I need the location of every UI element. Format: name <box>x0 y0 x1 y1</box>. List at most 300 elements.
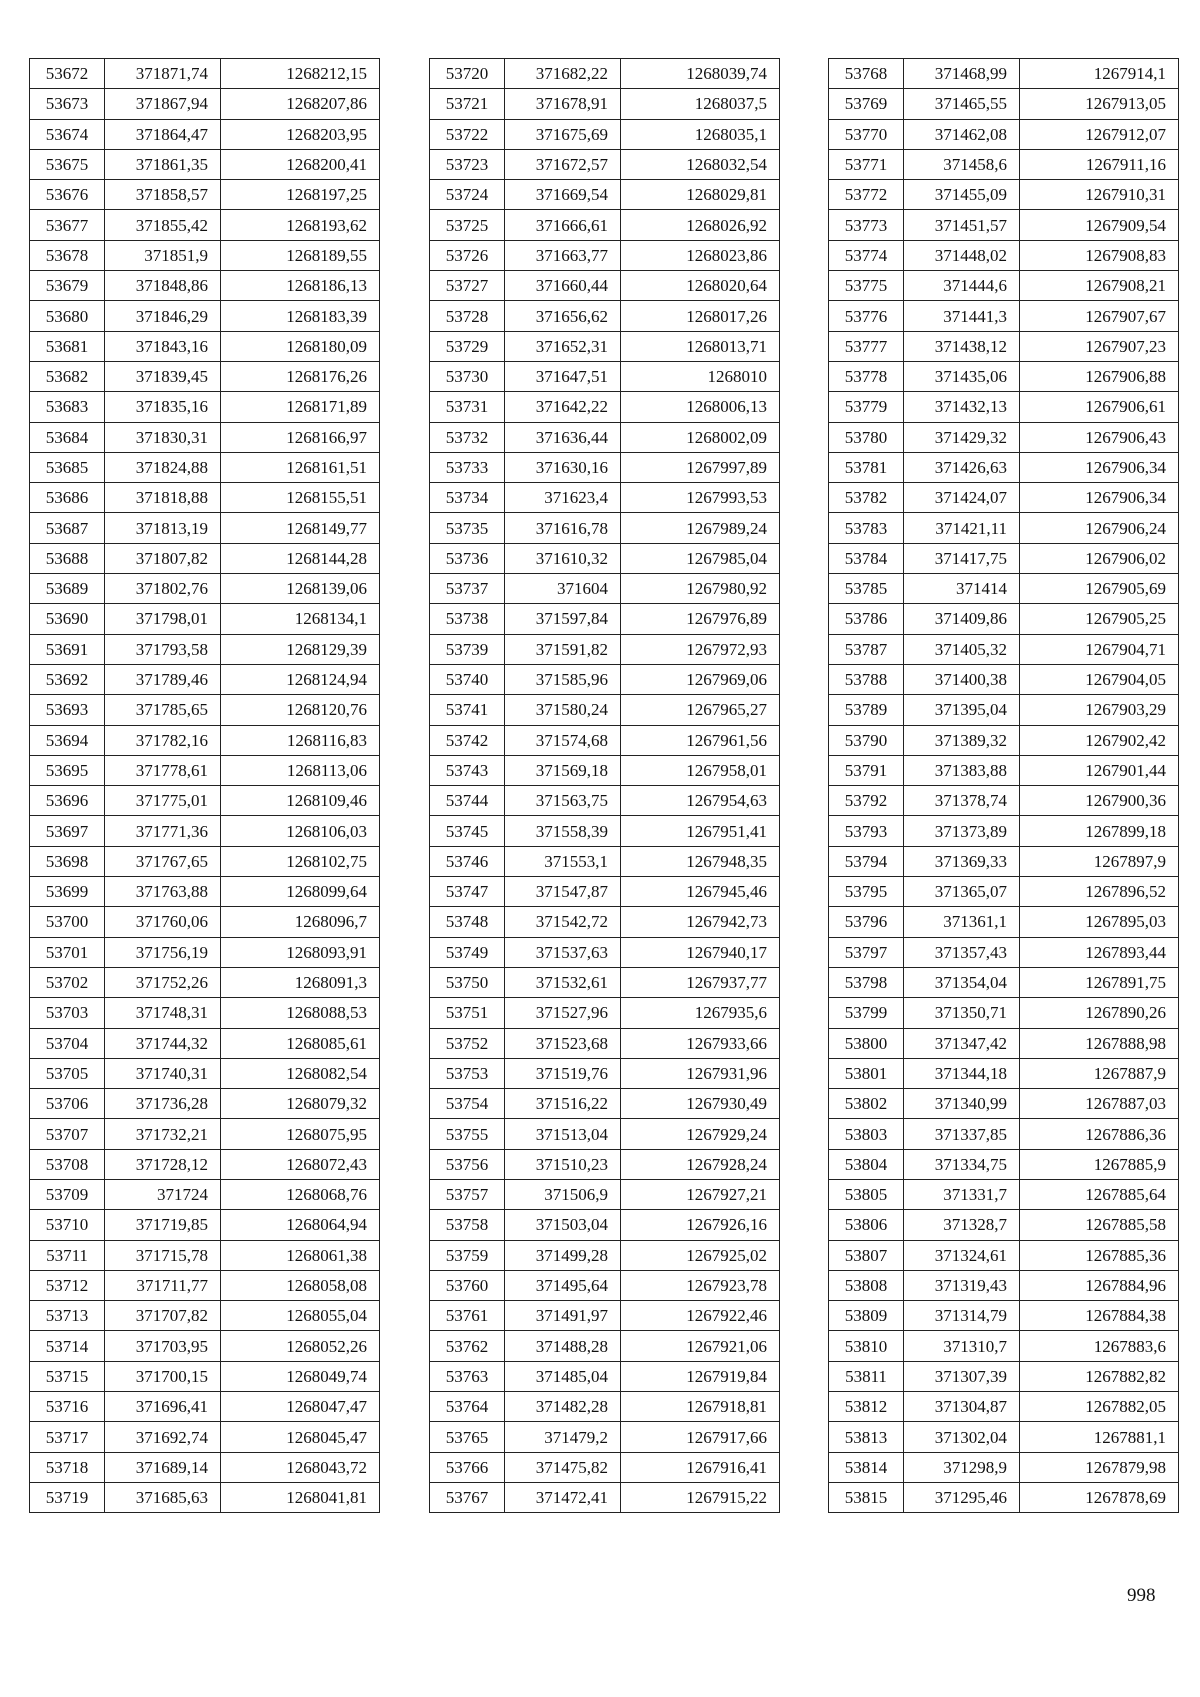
table-row <box>30 755 380 785</box>
x-coordinate-cell: 371424,07 <box>904 483 1020 513</box>
y-coordinate-cell: 1268049,74 <box>221 1361 380 1391</box>
x-coordinate-cell: 371503,04 <box>505 1210 621 1240</box>
point-number-cell: 53740 <box>430 664 505 694</box>
point-number-cell: 53692 <box>30 664 105 694</box>
point-number-cell: 53680 <box>30 301 105 331</box>
table-row <box>829 422 1179 452</box>
point-number-cell: 53729 <box>430 331 505 361</box>
x-coordinate-cell: 371506,9 <box>505 1179 621 1209</box>
y-coordinate-cell: 1267925,02 <box>621 1240 780 1270</box>
x-coordinate-cell: 371647,51 <box>505 361 621 391</box>
x-coordinate-cell: 371798,01 <box>105 604 221 634</box>
y-coordinate-cell: 1267907,23 <box>1020 331 1179 361</box>
y-coordinate-cell: 1267908,21 <box>1020 271 1179 301</box>
point-number-cell: 53743 <box>430 755 505 785</box>
x-coordinate-cell: 371610,32 <box>505 543 621 573</box>
point-number-cell: 53808 <box>829 1270 904 1300</box>
table-row <box>30 1482 380 1512</box>
x-coordinate-cell: 371678,91 <box>505 89 621 119</box>
table-row <box>829 937 1179 967</box>
y-coordinate-cell: 1267919,84 <box>621 1361 780 1391</box>
table-row <box>430 1270 780 1300</box>
point-number-cell: 53789 <box>829 695 904 725</box>
x-coordinate-cell: 371813,19 <box>105 513 221 543</box>
x-coordinate-cell: 371672,57 <box>505 149 621 179</box>
point-number-cell: 53748 <box>430 907 505 937</box>
table-row <box>430 725 780 755</box>
y-coordinate-cell: 1267906,02 <box>1020 543 1179 573</box>
point-number-cell: 53733 <box>430 452 505 482</box>
table-row <box>30 846 380 876</box>
x-coordinate-cell: 371409,86 <box>904 604 1020 634</box>
y-coordinate-cell: 1267937,77 <box>621 967 780 997</box>
x-coordinate-cell: 371689,14 <box>105 1452 221 1482</box>
table-row <box>430 1089 780 1119</box>
point-number-cell: 53717 <box>30 1422 105 1452</box>
table-row <box>430 604 780 634</box>
point-number-cell: 53723 <box>430 149 505 179</box>
y-coordinate-cell: 1268052,26 <box>221 1331 380 1361</box>
y-coordinate-cell: 1267904,05 <box>1020 664 1179 694</box>
point-number-cell: 53809 <box>829 1301 904 1331</box>
y-coordinate-cell: 1267954,63 <box>621 786 780 816</box>
y-coordinate-cell: 1268186,13 <box>221 271 380 301</box>
x-coordinate-cell: 371527,96 <box>505 998 621 1028</box>
y-coordinate-cell: 1268207,86 <box>221 89 380 119</box>
point-number-cell: 53784 <box>829 543 904 573</box>
table-row <box>30 119 380 149</box>
x-coordinate-cell: 371793,58 <box>105 634 221 664</box>
x-coordinate-cell: 371585,96 <box>505 664 621 694</box>
x-coordinate-cell: 371350,71 <box>904 998 1020 1028</box>
x-coordinate-cell: 371630,16 <box>505 452 621 482</box>
point-number-cell: 53738 <box>430 604 505 634</box>
x-coordinate-cell: 371752,26 <box>105 967 221 997</box>
point-number-cell: 53761 <box>430 1301 505 1331</box>
point-number-cell: 53735 <box>430 513 505 543</box>
table-row <box>30 149 380 179</box>
table-row <box>30 725 380 755</box>
table-row <box>829 1028 1179 1058</box>
x-coordinate-cell: 371858,57 <box>105 180 221 210</box>
x-coordinate-cell: 371331,7 <box>904 1179 1020 1209</box>
x-coordinate-cell: 371519,76 <box>505 1058 621 1088</box>
point-number-cell: 53811 <box>829 1361 904 1391</box>
table-row <box>30 210 380 240</box>
y-coordinate-cell: 1268212,15 <box>221 59 380 89</box>
y-coordinate-cell: 1267911,16 <box>1020 149 1179 179</box>
x-coordinate-cell: 371488,28 <box>505 1331 621 1361</box>
x-coordinate-cell: 371807,82 <box>105 543 221 573</box>
y-coordinate-cell: 1267887,03 <box>1020 1089 1179 1119</box>
table-row <box>829 543 1179 573</box>
x-coordinate-cell: 371357,43 <box>904 937 1020 967</box>
table-row <box>30 89 380 119</box>
y-coordinate-cell: 1268166,97 <box>221 422 380 452</box>
x-coordinate-cell: 371604 <box>505 574 621 604</box>
point-number-cell: 53769 <box>829 89 904 119</box>
point-number-cell: 53791 <box>829 755 904 785</box>
y-coordinate-cell: 1268149,77 <box>221 513 380 543</box>
point-number-cell: 53778 <box>829 361 904 391</box>
coordinates-table-right <box>828 58 1179 1513</box>
point-number-cell: 53693 <box>30 695 105 725</box>
y-coordinate-cell: 1267882,05 <box>1020 1392 1179 1422</box>
point-number-cell: 53781 <box>829 452 904 482</box>
point-number-cell: 53673 <box>30 89 105 119</box>
x-coordinate-cell: 371835,16 <box>105 392 221 422</box>
y-coordinate-cell: 1267917,66 <box>621 1422 780 1452</box>
x-coordinate-cell: 371851,9 <box>105 240 221 270</box>
table-row <box>430 59 780 89</box>
x-coordinate-cell: 371775,01 <box>105 786 221 816</box>
x-coordinate-cell: 371782,16 <box>105 725 221 755</box>
y-coordinate-cell: 1267908,83 <box>1020 240 1179 270</box>
y-coordinate-cell: 1268039,74 <box>621 59 780 89</box>
point-number-cell: 53707 <box>30 1119 105 1149</box>
point-number-cell: 53737 <box>430 574 505 604</box>
coordinates-table-middle <box>429 58 780 1513</box>
x-coordinate-cell: 371495,64 <box>505 1270 621 1300</box>
table-row <box>829 1058 1179 1088</box>
x-coordinate-cell: 371328,7 <box>904 1210 1020 1240</box>
table-row <box>430 967 780 997</box>
table-row <box>430 361 780 391</box>
y-coordinate-cell: 1267903,29 <box>1020 695 1179 725</box>
x-coordinate-cell: 371867,94 <box>105 89 221 119</box>
x-coordinate-cell: 371861,35 <box>105 149 221 179</box>
y-coordinate-cell: 1268085,61 <box>221 1028 380 1058</box>
x-coordinate-cell: 371337,85 <box>904 1119 1020 1149</box>
y-coordinate-cell: 1268055,04 <box>221 1301 380 1331</box>
y-coordinate-cell: 1267901,44 <box>1020 755 1179 785</box>
y-coordinate-cell: 1268106,03 <box>221 816 380 846</box>
table-row <box>829 1361 1179 1391</box>
x-coordinate-cell: 371789,46 <box>105 664 221 694</box>
x-coordinate-cell: 371767,65 <box>105 846 221 876</box>
point-number-cell: 53677 <box>30 210 105 240</box>
x-coordinate-cell: 371740,31 <box>105 1058 221 1088</box>
x-coordinate-cell: 371414 <box>904 574 1020 604</box>
y-coordinate-cell: 1268180,09 <box>221 331 380 361</box>
table-row <box>30 877 380 907</box>
x-coordinate-cell: 371553,1 <box>505 846 621 876</box>
y-coordinate-cell: 1267910,31 <box>1020 180 1179 210</box>
y-coordinate-cell: 1268020,64 <box>621 271 780 301</box>
table-row <box>30 1058 380 1088</box>
table-row <box>829 816 1179 846</box>
table-row <box>30 1392 380 1422</box>
point-number-cell: 53725 <box>430 210 505 240</box>
table-row <box>30 967 380 997</box>
table-row <box>430 1058 780 1088</box>
x-coordinate-cell: 371378,74 <box>904 786 1020 816</box>
point-number-cell: 53690 <box>30 604 105 634</box>
y-coordinate-cell: 1267906,43 <box>1020 422 1179 452</box>
table-row <box>829 452 1179 482</box>
y-coordinate-cell: 1267940,17 <box>621 937 780 967</box>
table-row <box>430 755 780 785</box>
y-coordinate-cell: 1267945,46 <box>621 877 780 907</box>
point-number-cell: 53807 <box>829 1240 904 1270</box>
point-number-cell: 53736 <box>430 543 505 573</box>
table-row <box>430 301 780 331</box>
point-number-cell: 53674 <box>30 119 105 149</box>
x-coordinate-cell: 371732,21 <box>105 1119 221 1149</box>
x-coordinate-cell: 371448,02 <box>904 240 1020 270</box>
table-row <box>430 1361 780 1391</box>
table-row <box>430 513 780 543</box>
table-row <box>430 664 780 694</box>
y-coordinate-cell: 1268075,95 <box>221 1119 380 1149</box>
x-coordinate-cell: 371748,31 <box>105 998 221 1028</box>
table-row <box>829 907 1179 937</box>
y-coordinate-cell: 1268041,81 <box>221 1482 380 1512</box>
table-row <box>829 1482 1179 1512</box>
y-coordinate-cell: 1268124,94 <box>221 664 380 694</box>
x-coordinate-cell: 371818,88 <box>105 483 221 513</box>
x-coordinate-cell: 371580,24 <box>505 695 621 725</box>
table-row <box>829 331 1179 361</box>
point-number-cell: 53713 <box>30 1301 105 1331</box>
point-number-cell: 53698 <box>30 846 105 876</box>
y-coordinate-cell: 1268061,38 <box>221 1240 380 1270</box>
y-coordinate-cell: 1268032,54 <box>621 149 780 179</box>
x-coordinate-cell: 371458,6 <box>904 149 1020 179</box>
table-row <box>30 1240 380 1270</box>
table-row <box>30 1210 380 1240</box>
table-row <box>430 149 780 179</box>
table-row <box>430 1210 780 1240</box>
x-coordinate-cell: 371547,87 <box>505 877 621 907</box>
point-number-cell: 53802 <box>829 1089 904 1119</box>
point-number-cell: 53712 <box>30 1270 105 1300</box>
table-row <box>829 1149 1179 1179</box>
x-coordinate-cell: 371513,04 <box>505 1119 621 1149</box>
table-row <box>30 1119 380 1149</box>
y-coordinate-cell: 1267885,9 <box>1020 1149 1179 1179</box>
y-coordinate-cell: 1268099,64 <box>221 877 380 907</box>
table-row <box>30 301 380 331</box>
point-number-cell: 53710 <box>30 1210 105 1240</box>
point-number-cell: 53757 <box>430 1179 505 1209</box>
table-row <box>30 331 380 361</box>
y-coordinate-cell: 1267985,04 <box>621 543 780 573</box>
y-coordinate-cell: 1267913,05 <box>1020 89 1179 119</box>
table-row <box>829 967 1179 997</box>
x-coordinate-cell: 371569,18 <box>505 755 621 785</box>
table-row <box>30 998 380 1028</box>
x-coordinate-cell: 371666,61 <box>505 210 621 240</box>
point-number-cell: 53793 <box>829 816 904 846</box>
y-coordinate-cell: 1267958,01 <box>621 755 780 785</box>
table-row <box>829 1270 1179 1300</box>
point-number-cell: 53780 <box>829 422 904 452</box>
x-coordinate-cell: 371340,99 <box>904 1089 1020 1119</box>
table-row <box>430 1392 780 1422</box>
point-number-cell: 53734 <box>430 483 505 513</box>
x-coordinate-cell: 371669,54 <box>505 180 621 210</box>
point-number-cell: 53805 <box>829 1179 904 1209</box>
x-coordinate-cell: 371574,68 <box>505 725 621 755</box>
x-coordinate-cell: 371719,85 <box>105 1210 221 1240</box>
point-number-cell: 53704 <box>30 1028 105 1058</box>
x-coordinate-cell: 371435,06 <box>904 361 1020 391</box>
table-row <box>829 1179 1179 1209</box>
x-coordinate-cell: 371444,6 <box>904 271 1020 301</box>
table-row <box>30 1089 380 1119</box>
coordinates-table-left <box>29 58 380 1513</box>
y-coordinate-cell: 1268023,86 <box>621 240 780 270</box>
table-row <box>30 1452 380 1482</box>
y-coordinate-cell: 1267891,75 <box>1020 967 1179 997</box>
point-number-cell: 53699 <box>30 877 105 907</box>
x-coordinate-cell: 371304,87 <box>904 1392 1020 1422</box>
table-row <box>30 937 380 967</box>
x-coordinate-cell: 371417,75 <box>904 543 1020 573</box>
x-coordinate-cell: 371432,13 <box>904 392 1020 422</box>
x-coordinate-cell: 371760,06 <box>105 907 221 937</box>
table-row <box>30 604 380 634</box>
x-coordinate-cell: 371314,79 <box>904 1301 1020 1331</box>
point-number-cell: 53744 <box>430 786 505 816</box>
y-coordinate-cell: 1267885,58 <box>1020 1210 1179 1240</box>
table-row <box>430 998 780 1028</box>
point-number-cell: 53720 <box>430 59 505 89</box>
x-coordinate-cell: 371324,61 <box>904 1240 1020 1270</box>
y-coordinate-cell: 1267912,07 <box>1020 119 1179 149</box>
table-row <box>829 574 1179 604</box>
point-number-cell: 53759 <box>430 1240 505 1270</box>
y-coordinate-cell: 1268197,25 <box>221 180 380 210</box>
y-coordinate-cell: 1267930,49 <box>621 1089 780 1119</box>
x-coordinate-cell: 371295,46 <box>904 1482 1020 1512</box>
x-coordinate-cell: 371663,77 <box>505 240 621 270</box>
x-coordinate-cell: 371563,75 <box>505 786 621 816</box>
table-row <box>829 1119 1179 1149</box>
point-number-cell: 53716 <box>30 1392 105 1422</box>
table-row <box>30 1361 380 1391</box>
table-row <box>30 907 380 937</box>
table-row <box>829 1240 1179 1270</box>
point-number-cell: 53703 <box>30 998 105 1028</box>
x-coordinate-cell: 371763,88 <box>105 877 221 907</box>
x-coordinate-cell: 371871,74 <box>105 59 221 89</box>
y-coordinate-cell: 1267918,81 <box>621 1392 780 1422</box>
x-coordinate-cell: 371523,68 <box>505 1028 621 1058</box>
table-body <box>829 59 1179 1513</box>
y-coordinate-cell: 1268010 <box>621 361 780 391</box>
point-number-cell: 53762 <box>430 1331 505 1361</box>
y-coordinate-cell: 1267980,92 <box>621 574 780 604</box>
point-number-cell: 53787 <box>829 634 904 664</box>
x-coordinate-cell: 371675,69 <box>505 119 621 149</box>
x-coordinate-cell: 371354,04 <box>904 967 1020 997</box>
x-coordinate-cell: 371692,74 <box>105 1422 221 1452</box>
y-coordinate-cell: 1267961,56 <box>621 725 780 755</box>
y-coordinate-cell: 1268113,06 <box>221 755 380 785</box>
x-coordinate-cell: 371707,82 <box>105 1301 221 1331</box>
table-row <box>829 301 1179 331</box>
point-number-cell: 53785 <box>829 574 904 604</box>
point-number-cell: 53747 <box>430 877 505 907</box>
point-number-cell: 53702 <box>30 967 105 997</box>
x-coordinate-cell: 371785,65 <box>105 695 221 725</box>
x-coordinate-cell: 371475,82 <box>505 1452 621 1482</box>
table-row <box>30 664 380 694</box>
y-coordinate-cell: 1267935,6 <box>621 998 780 1028</box>
point-number-cell: 53806 <box>829 1210 904 1240</box>
x-coordinate-cell: 371468,99 <box>904 59 1020 89</box>
point-number-cell: 53686 <box>30 483 105 513</box>
y-coordinate-cell: 1267882,82 <box>1020 1361 1179 1391</box>
y-coordinate-cell: 1267879,98 <box>1020 1452 1179 1482</box>
point-number-cell: 53709 <box>30 1179 105 1209</box>
y-coordinate-cell: 1267933,66 <box>621 1028 780 1058</box>
y-coordinate-cell: 1268120,76 <box>221 695 380 725</box>
point-number-cell: 53773 <box>829 210 904 240</box>
point-number-cell: 53803 <box>829 1119 904 1149</box>
table-row <box>829 604 1179 634</box>
table-row <box>430 634 780 664</box>
x-coordinate-cell: 371802,76 <box>105 574 221 604</box>
table-row <box>829 271 1179 301</box>
y-coordinate-cell: 1267931,96 <box>621 1058 780 1088</box>
x-coordinate-cell: 371685,63 <box>105 1482 221 1512</box>
point-number-cell: 53776 <box>829 301 904 331</box>
x-coordinate-cell: 371479,2 <box>505 1422 621 1452</box>
table-row <box>430 180 780 210</box>
point-number-cell: 53715 <box>30 1361 105 1391</box>
y-coordinate-cell: 1267906,61 <box>1020 392 1179 422</box>
table-row <box>30 240 380 270</box>
y-coordinate-cell: 1268079,32 <box>221 1089 380 1119</box>
table-row <box>829 1392 1179 1422</box>
y-coordinate-cell: 1268035,1 <box>621 119 780 149</box>
table-row <box>430 271 780 301</box>
x-coordinate-cell: 371373,89 <box>904 816 1020 846</box>
x-coordinate-cell: 371744,32 <box>105 1028 221 1058</box>
table-row <box>30 574 380 604</box>
point-number-cell: 53775 <box>829 271 904 301</box>
table-row <box>829 392 1179 422</box>
point-number-cell: 53796 <box>829 907 904 937</box>
point-number-cell: 53727 <box>430 271 505 301</box>
x-coordinate-cell: 371462,08 <box>904 119 1020 149</box>
point-number-cell: 53810 <box>829 1331 904 1361</box>
point-number-cell: 53731 <box>430 392 505 422</box>
point-number-cell: 53682 <box>30 361 105 391</box>
point-number-cell: 53718 <box>30 1452 105 1482</box>
y-coordinate-cell: 1267907,67 <box>1020 301 1179 331</box>
y-coordinate-cell: 1267886,36 <box>1020 1119 1179 1149</box>
table-row <box>430 1119 780 1149</box>
point-number-cell: 53782 <box>829 483 904 513</box>
point-number-cell: 53681 <box>30 331 105 361</box>
x-coordinate-cell: 371400,38 <box>904 664 1020 694</box>
x-coordinate-cell: 371636,44 <box>505 422 621 452</box>
x-coordinate-cell: 371843,16 <box>105 331 221 361</box>
point-number-cell: 53814 <box>829 1452 904 1482</box>
x-coordinate-cell: 371756,19 <box>105 937 221 967</box>
y-coordinate-cell: 1267916,41 <box>621 1452 780 1482</box>
x-coordinate-cell: 371344,18 <box>904 1058 1020 1088</box>
table-row <box>829 664 1179 694</box>
y-coordinate-cell: 1268072,43 <box>221 1149 380 1179</box>
y-coordinate-cell: 1268068,76 <box>221 1179 380 1209</box>
y-coordinate-cell: 1268200,41 <box>221 149 380 179</box>
point-number-cell: 53679 <box>30 271 105 301</box>
